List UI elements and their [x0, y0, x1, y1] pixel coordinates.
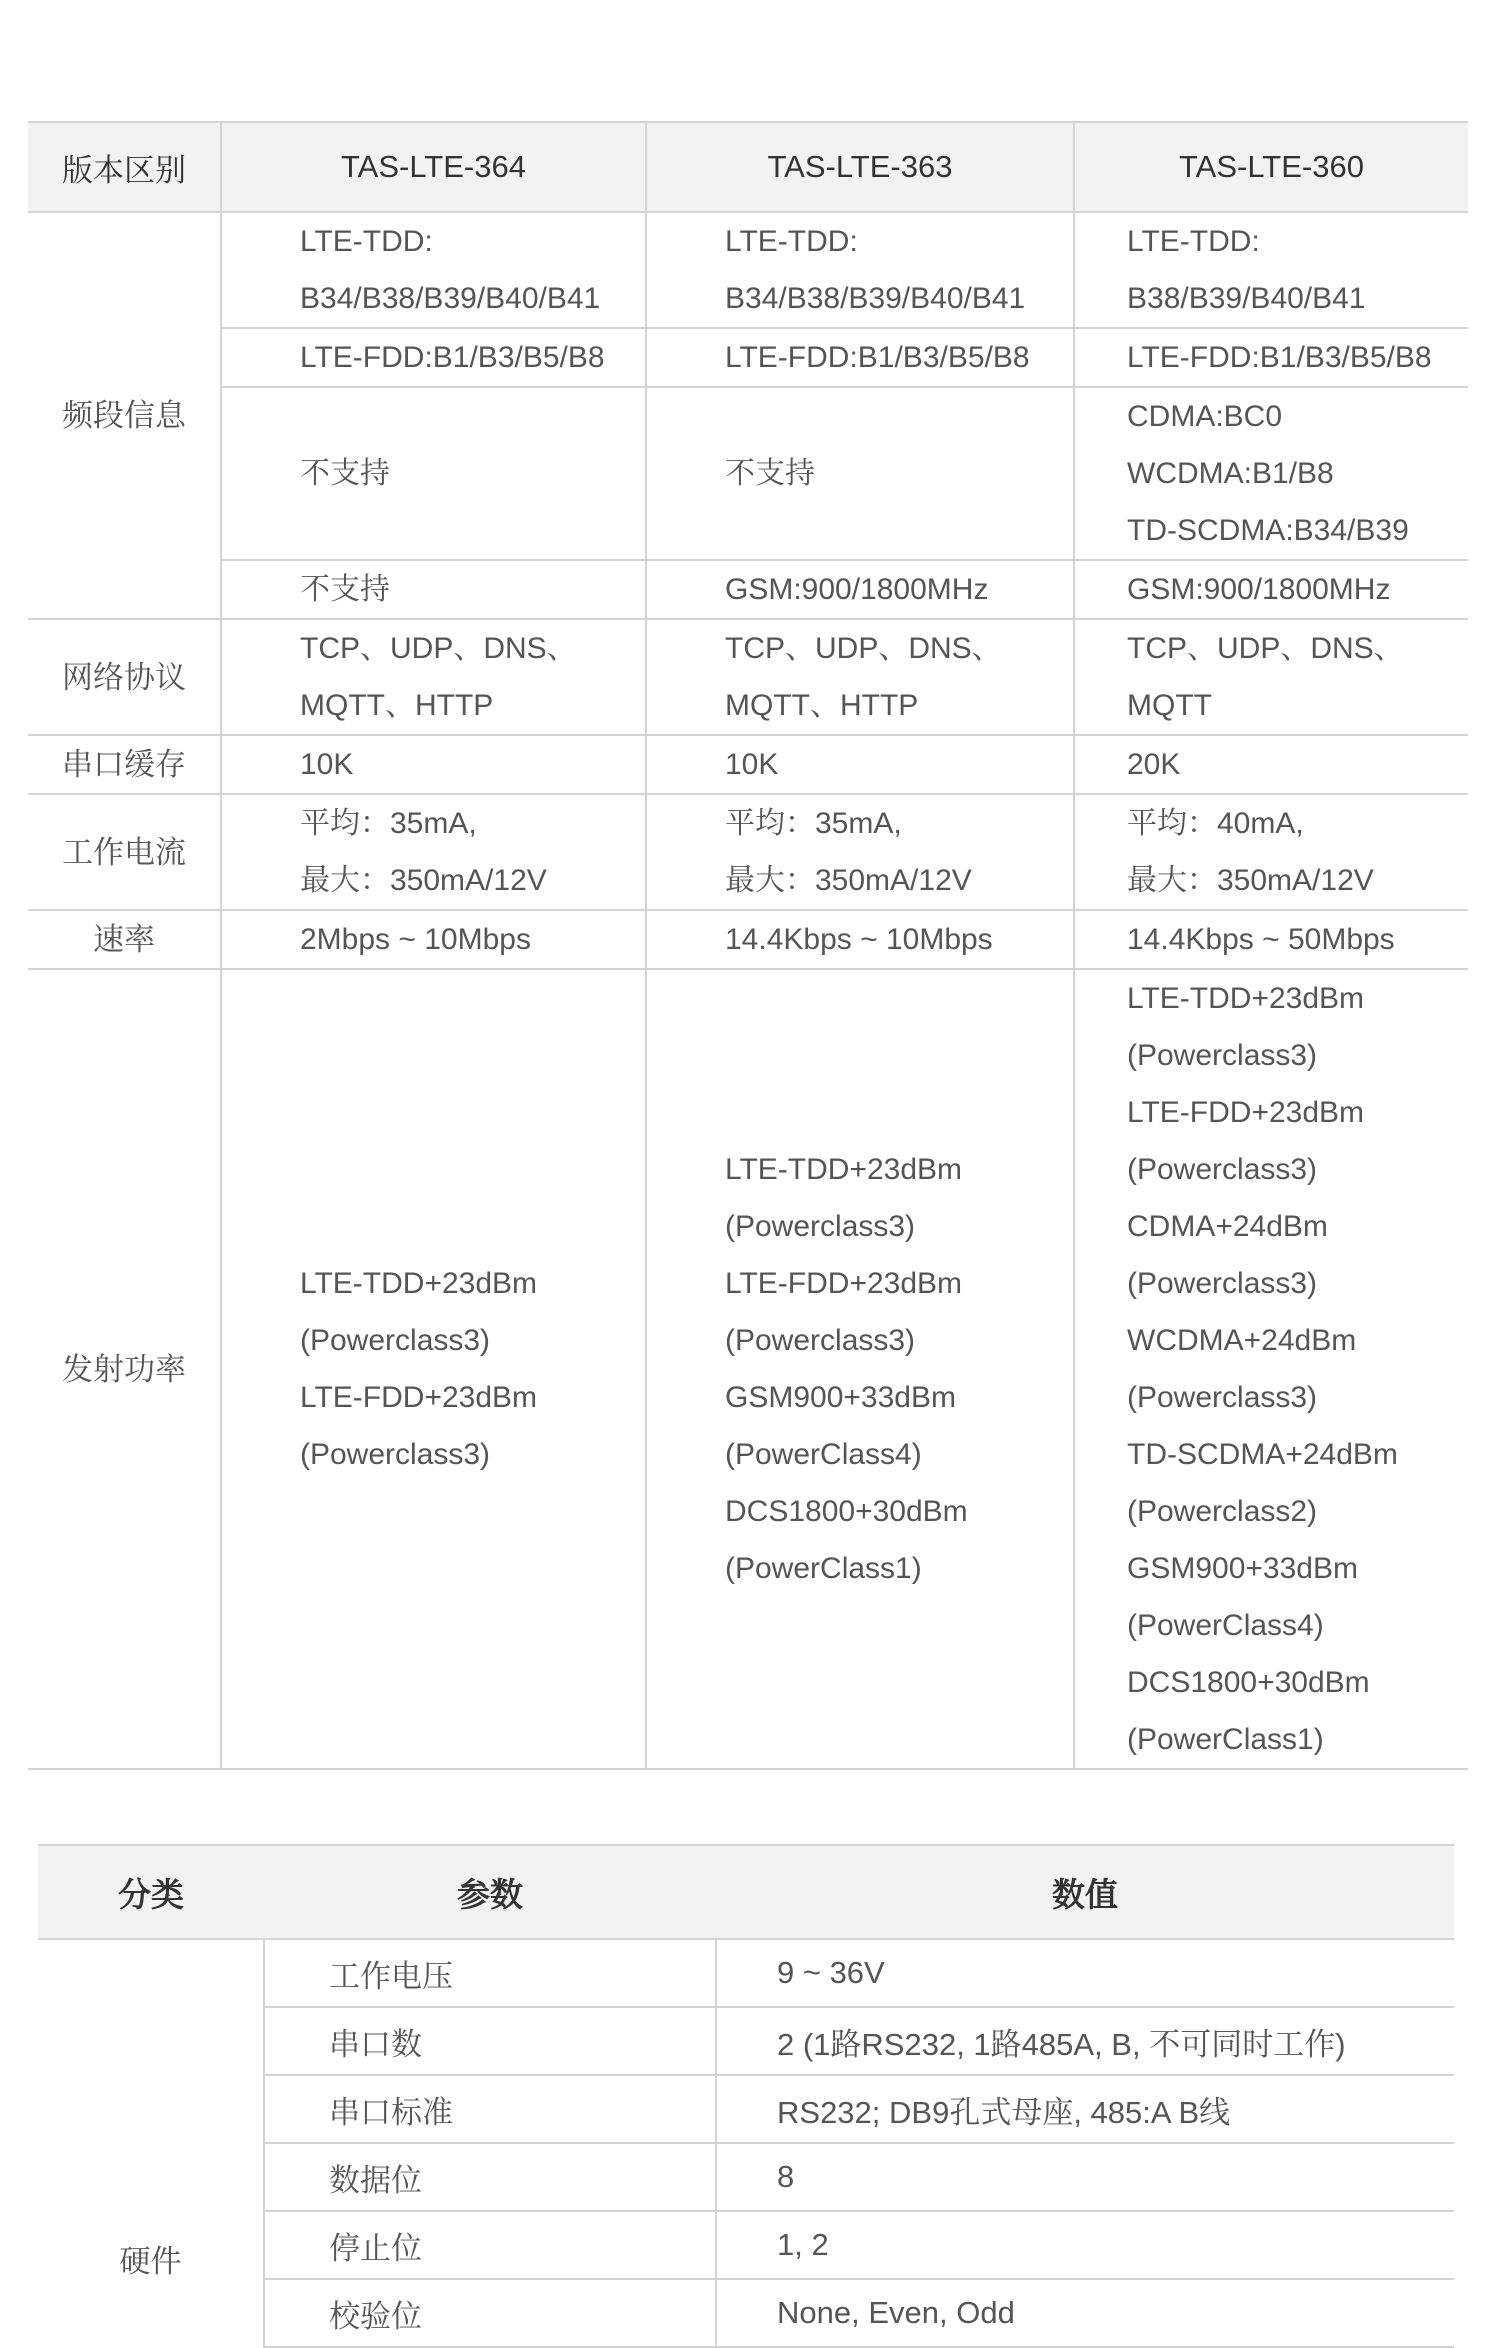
cell: 14.4Kbps ~ 50Mbps — [1074, 910, 1468, 969]
cell: TCP、UDP、DNS、 MQTT、HTTP — [221, 619, 646, 735]
cell: LTE-TDD+23dBm (Powerclass3) LTE-FDD+23dBm (Powerclass3) GSM900+33dBm (PowerClass4) DCS1800+30dBm (PowerClass1) — [646, 969, 1074, 1769]
row-label-speed: 速率 — [28, 910, 221, 969]
cell: GSM:900/1800MHz — [1074, 560, 1468, 619]
table-row — [28, 560, 1468, 619]
table-row — [28, 794, 1468, 910]
table-header-row — [28, 122, 1468, 212]
category-hardware: 硬件 — [119, 2244, 182, 2279]
table-row — [28, 969, 1468, 1769]
cell: 不支持 — [221, 387, 646, 560]
header-category: 分类 — [38, 1845, 264, 1939]
cell: 10K — [221, 735, 646, 794]
param-name: 工作电压 — [264, 1939, 716, 2007]
cell: 平均：35mA, 最大：350mA/12V — [646, 794, 1074, 910]
param-name: 串口标准 — [264, 2075, 716, 2143]
cell: LTE-TDD+23dBm (Powerclass3) LTE-FDD+23dBm (Powerclass3) — [221, 969, 646, 1769]
version-comparison-table — [28, 121, 1468, 1770]
table-row — [28, 910, 1468, 969]
row-label-protocol: 网络协议 — [28, 619, 221, 735]
cell: LTE-FDD:B1/B3/B5/B8 — [646, 328, 1074, 387]
header-model-364: TAS-LTE-364 — [221, 122, 646, 212]
row-label-band: 频段信息 — [28, 212, 221, 619]
table-header-row — [38, 1845, 1454, 1939]
row-label-power: 发射功率 — [28, 969, 221, 1769]
cell: LTE-TDD: B34/B38/B39/B40/B41 — [646, 212, 1074, 328]
table-row — [28, 387, 1468, 560]
table-row — [28, 212, 1468, 328]
param-value: None, Even, Odd — [716, 2279, 1454, 2347]
param-name: 数据位 — [264, 2143, 716, 2211]
param-name: 串口数 — [264, 2007, 716, 2075]
cell: 20K — [1074, 735, 1468, 794]
param-name: 停止位 — [264, 2211, 716, 2279]
parameter-table — [38, 1844, 1454, 2348]
table-row — [28, 619, 1468, 735]
table-row — [38, 1939, 1454, 2007]
param-value: RS232; DB9孔式母座, 485:A B线 — [716, 2075, 1454, 2143]
cell: 平均：35mA, 最大：350mA/12V — [221, 794, 646, 910]
cell: 10K — [646, 735, 1074, 794]
param-value: 8 — [716, 2143, 1454, 2211]
cell: LTE-FDD:B1/B3/B5/B8 — [1074, 328, 1468, 387]
cell: GSM:900/1800MHz — [646, 560, 1074, 619]
param-value: 2 (1路RS232, 1路485A, B, 不可同时工作) — [716, 2007, 1454, 2075]
header-model-360: TAS-LTE-360 — [1074, 122, 1468, 212]
param-value: 1, 2 — [716, 2211, 1454, 2279]
param-value: 9 ~ 36V — [716, 1939, 1454, 2007]
cell: 不支持 — [646, 387, 1074, 560]
header-value: 数值 — [716, 1845, 1454, 1939]
row-label-buffer: 串口缓存 — [28, 735, 221, 794]
header-version-diff: 版本区别 — [28, 122, 221, 212]
param-name: 校验位 — [264, 2279, 716, 2347]
cell: 14.4Kbps ~ 10Mbps — [646, 910, 1074, 969]
table-row — [28, 735, 1468, 794]
cell: LTE-TDD: B34/B38/B39/B40/B41 — [221, 212, 646, 328]
header-model-363: TAS-LTE-363 — [646, 122, 1074, 212]
cell: 2Mbps ~ 10Mbps — [221, 910, 646, 969]
header-parameter: 参数 — [264, 1845, 716, 1939]
row-label-current: 工作电流 — [28, 794, 221, 910]
cell: TCP、UDP、DNS、 MQTT、HTTP — [646, 619, 1074, 735]
cell: LTE-TDD+23dBm (Powerclass3) LTE-FDD+23dBm (Powerclass3) CDMA+24dBm (Powerclass3) WCDMA+24dBm (Powerclass3) TD-SCDMA+24dBm (Powerclass2) GSM900+33dBm (PowerClass4) DCS1800+30dBm (PowerClass1) — [1074, 969, 1468, 1769]
table-row — [28, 328, 1468, 387]
cell: LTE-FDD:B1/B3/B5/B8 — [221, 328, 646, 387]
cell: TCP、UDP、DNS、 MQTT — [1074, 619, 1468, 735]
cell: CDMA:BC0 WCDMA:B1/B8 TD-SCDMA:B34/B39 — [1074, 387, 1468, 560]
cell: 不支持 — [221, 560, 646, 619]
cell: 平均：40mA, 最大：350mA/12V — [1074, 794, 1468, 910]
cell: LTE-TDD: B38/B39/B40/B41 — [1074, 212, 1468, 328]
